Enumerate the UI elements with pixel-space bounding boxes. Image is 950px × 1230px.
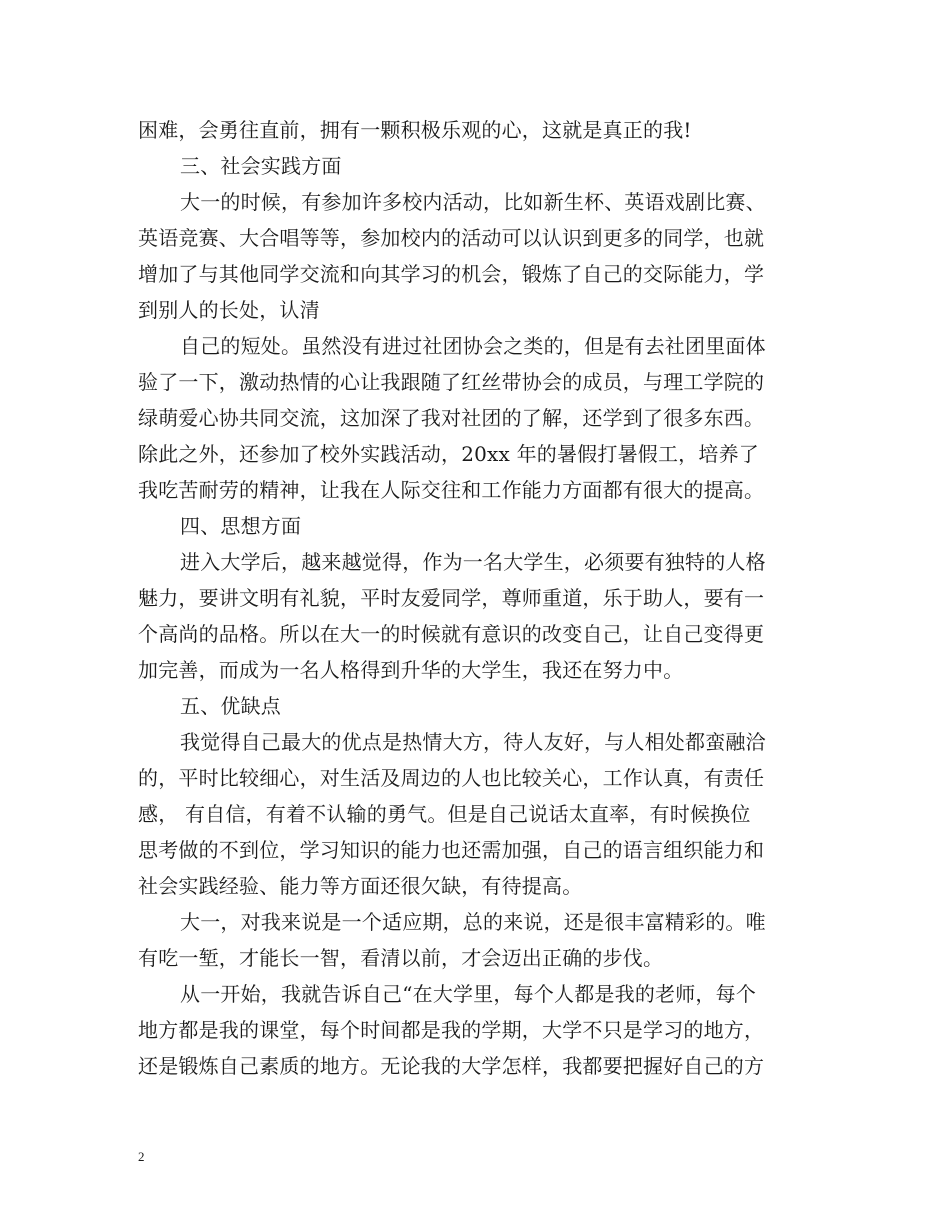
paragraph-line: 感， 有自信，有着不认输的勇气。但是自己说话太直率，有时候换位 xyxy=(138,802,751,826)
paragraph-line: 思考做的不到位，学习知识的能力也还需加强，自己的语言组织能力和 xyxy=(138,838,765,862)
paragraph-line: 除此之外，还参加了校外实践活动，20xx 年的暑假打暑假工，培养了 xyxy=(138,442,759,466)
paragraph-line: 魅力，要讲文明有礼貌，平时友爱同学，尊师重道，乐于助人，要有一 xyxy=(138,586,765,610)
section-heading-social-practice: 三、社会实践方面 xyxy=(180,154,342,178)
section-heading-thoughts: 四、思想方面 xyxy=(180,514,302,538)
paragraph-line: 我吃苦耐劳的精神，让我在人际交往和工作能力方面都有很大的提高。 xyxy=(138,478,765,502)
section-heading-strengths-weaknesses: 五、优缺点 xyxy=(180,694,281,718)
paragraph-line: 有吃一堑，才能长一智，看清以前，才会迈出正确的步伐。 xyxy=(138,946,664,970)
paragraph-line: 个高尚的品格。所以在大一的时候就有意识的改变自己，让自己变得更 xyxy=(138,622,765,646)
paragraph-line: 的，平时比较细心，对生活及周边的人也比较关心，工作认真，有责任 xyxy=(138,766,765,790)
paragraph-line: 绿萌爱心协共同交流，这加深了我对社团的了解，还学到了很多东西。 xyxy=(138,406,765,430)
paragraph-line: 加完善，而成为一名人格得到升华的大学生，我还在努力中。 xyxy=(138,658,684,682)
paragraph-line: 自己的短处。虽然没有进过社团协会之类的，但是有去社团里面体 xyxy=(180,334,766,358)
paragraph-line: 到别人的长处，认清 xyxy=(138,298,320,322)
paragraph-line: 困难，会勇往直前，拥有一颗积极乐观的心，这就是真正的我! xyxy=(138,118,692,142)
body-text xyxy=(138,112,818,1084)
paragraph-line: 社会实践经验、能力等方面还很欠缺，有待提高。 xyxy=(138,874,583,898)
paragraph-line: 从一开始，我就告诉自己“在大学里，每个人都是我的老师，每个 xyxy=(180,982,757,1006)
paragraph-line: 大一，对我来说是一个适应期，总的来说，还是很丰富精彩的。唯 xyxy=(180,910,766,934)
paragraph-line: 增加了与其他同学交流和向其学习的机会，锻炼了自己的交际能力，学 xyxy=(138,262,765,286)
paragraph-line: 进入大学后，越来越觉得，作为一名大学生，必须要有独特的人格 xyxy=(180,550,766,574)
paragraph-line: 我觉得自己最大的优点是热情大方，待人友好，与人相处都蛮融洽 xyxy=(180,730,766,754)
paragraph-line: 大一的时候，有参加许多校内活动，比如新生杯、英语戏剧比赛、 xyxy=(180,190,766,214)
paragraph-line: 还是锻炼自己素质的地方。无论我的大学怎样，我都要把握好自己的方 xyxy=(138,1054,765,1078)
paragraph-line: 英语竞赛、大合唱等等，参加校内的活动可以认识到更多的同学，也就 xyxy=(138,226,765,250)
page-number: 2 xyxy=(138,1149,145,1164)
paragraph-line: 验了一下，激动热情的心让我跟随了红丝带协会的成员，与理工学院的 xyxy=(138,370,765,394)
paragraph-line: 地方都是我的课堂，每个时间都是我的学期，大学不只是学习的地方， xyxy=(138,1018,765,1042)
